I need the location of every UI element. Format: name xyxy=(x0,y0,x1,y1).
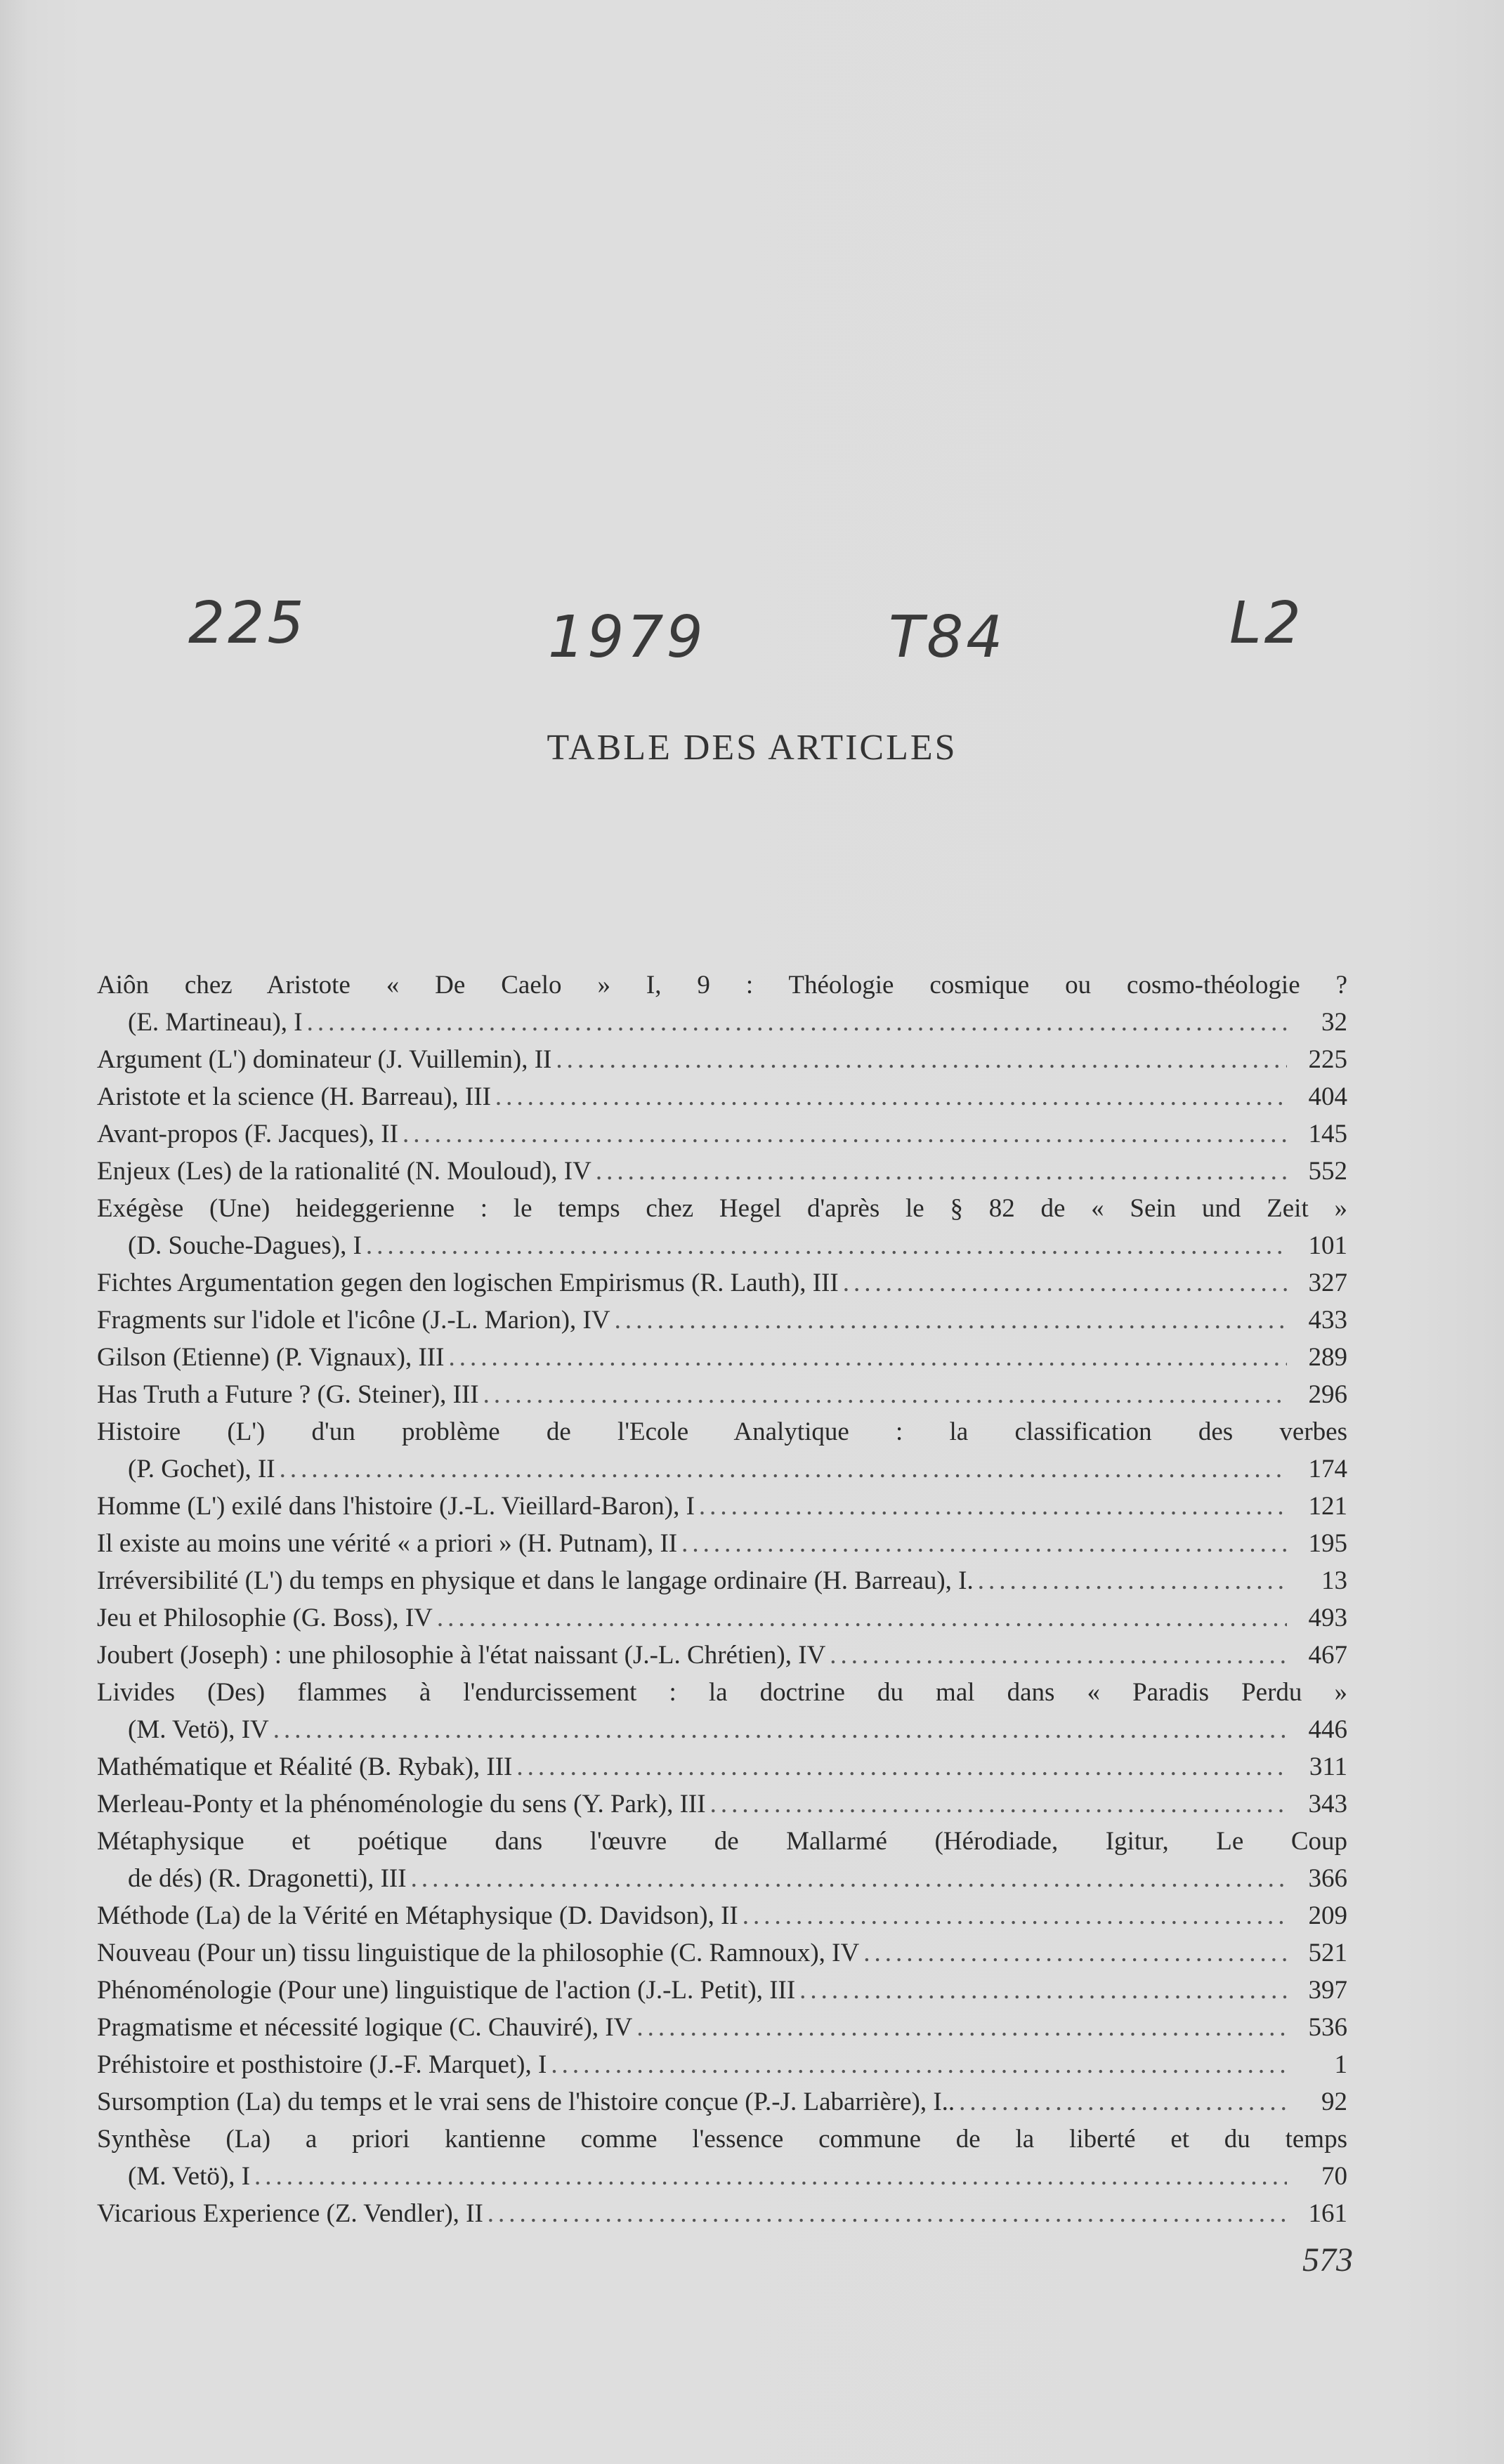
toc-entry-page: 225 xyxy=(1308,1045,1347,1074)
toc-entry-page: 296 xyxy=(1308,1380,1347,1409)
toc-entry-page: 92 xyxy=(1321,2088,1347,2116)
toc-entry-title: Jeu et Philosophie (G. Boss), IV xyxy=(97,1604,433,1632)
toc-entry-title-cont: de dés) (R. Dragonetti), III xyxy=(128,1864,407,1893)
leader-dots xyxy=(280,1450,1287,1488)
toc-entry-page: 174 xyxy=(1308,1455,1347,1483)
toc-entry-title: Enjeux (Les) de la rationalité (N. Mouloud), IV xyxy=(97,1157,591,1186)
toc-entry-page: 101 xyxy=(1308,1231,1347,1260)
toc-entry xyxy=(97,1302,1347,1339)
leader-dots xyxy=(273,1711,1287,1748)
leader-dots xyxy=(448,1339,1287,1376)
toc-entry-title: Phénoménologie (Pour une) linguistique de l'action (J.-L. Petit), III xyxy=(97,1976,796,2005)
leader-dots xyxy=(403,1115,1287,1153)
toc-entry xyxy=(97,1897,1347,1934)
leader-dots xyxy=(959,2083,1287,2121)
leader-dots xyxy=(495,1078,1287,1115)
toc-entry-page: 145 xyxy=(1308,1120,1347,1148)
leader-dots xyxy=(699,1488,1287,1525)
toc-entry-title: Mathématique et Réalité (B. Rybak), III xyxy=(97,1752,513,1781)
toc-entry-title: Gilson (Etienne) (P. Vignaux), III xyxy=(97,1343,445,1372)
toc-entry xyxy=(97,1562,1347,1599)
toc-entry-title: Fichtes Argumentation gegen den logischen Empirismus (R. Lauth), III xyxy=(97,1269,839,1297)
toc-entry-page: 1 xyxy=(1334,2050,1347,2079)
toc-entry-page: 404 xyxy=(1308,1082,1347,1111)
toc-entry xyxy=(97,1115,1347,1153)
toc-entry-title-cont: (M. Vetö), IV xyxy=(128,1715,269,1744)
toc-entry-title: Pragmatisme et nécessité logique (C. Chauviré), IV xyxy=(97,2013,633,2042)
toc-entry-page: 327 xyxy=(1308,1269,1347,1297)
toc-entry xyxy=(97,1674,1347,1748)
toc-entry xyxy=(97,1785,1347,1823)
toc-entry-title: Métaphysique et poétique dans l'œuvre de Mallarmé (Hérodiade, Igitur, Le Coup xyxy=(97,1827,1347,1856)
toc-entry-title: Nouveau (Pour un) tissu linguistique de la philosophie (C. Ramnoux), IV xyxy=(97,1939,860,1967)
toc-entry-title: Avant-propos (F. Jacques), II xyxy=(97,1120,398,1148)
toc-entry-title-cont: (M. Vetö), I xyxy=(128,2162,251,2191)
toc-entry-title: Argument (L') dominateur (J. Vuillemin), II xyxy=(97,1045,552,1074)
leader-dots xyxy=(710,1785,1287,1823)
toc-entry-title-cont: (P. Gochet), II xyxy=(128,1455,275,1483)
toc-entry xyxy=(97,1488,1347,1525)
leader-dots xyxy=(799,1972,1287,2009)
toc-entry xyxy=(97,1748,1347,1785)
toc-entry-title: Livides (Des) flammes à l'endurcissement : la doctrine du mal dans « Paradis Perdu » xyxy=(97,1678,1347,1707)
toc-entry xyxy=(97,1599,1347,1637)
leader-dots xyxy=(596,1153,1287,1190)
toc-entry xyxy=(97,1637,1347,1674)
toc-entry xyxy=(97,1153,1347,1190)
toc-entry-page: 32 xyxy=(1321,1008,1347,1037)
toc-entry-title: Has Truth a Future ? (G. Steiner), III xyxy=(97,1380,479,1409)
toc-entry-title-cont: (E. Martineau), I xyxy=(128,1008,303,1037)
toc-entry xyxy=(97,2009,1347,2046)
leader-dots xyxy=(483,1376,1287,1413)
toc-entry-page: 70 xyxy=(1321,2162,1347,2191)
leader-dots xyxy=(488,2195,1287,2232)
handwritten-note-3: T84 xyxy=(889,604,1006,671)
toc-entry-page: 161 xyxy=(1308,2199,1347,2228)
toc-entry-page: 289 xyxy=(1308,1343,1347,1372)
leader-dots xyxy=(863,1934,1287,1972)
leader-dots xyxy=(636,2009,1287,2046)
toc-entry-title: Sursomption (La) du temps et le vrai sens de l'histoire conçue (P.-J. Labarrière), I.. xyxy=(97,2088,955,2116)
handwritten-note-1: 225 xyxy=(188,590,307,657)
page-title: TABLE DES ARTICLES xyxy=(547,728,957,768)
toc-entry-title: Aristote et la science (H. Barreau), III xyxy=(97,1082,491,1111)
toc-entry-page: 467 xyxy=(1308,1641,1347,1670)
toc-entry-title: Fragments sur l'idole et l'icône (J.-L. Marion), IV xyxy=(97,1306,610,1335)
leader-dots xyxy=(830,1637,1287,1674)
leader-dots xyxy=(615,1302,1287,1339)
toc-entry xyxy=(97,1934,1347,1972)
toc-entry-title: Histoire (L') d'un problème de l'Ecole Analytique : la classification des verbes xyxy=(97,1417,1347,1446)
page-number: 573 xyxy=(1302,2241,1353,2279)
toc-entry-page: 366 xyxy=(1308,1864,1347,1893)
toc-entry-title: Exégèse (Une) heideggerienne : le temps chez Hegel d'après le § 82 de « Sein und Zeit » xyxy=(97,1194,1347,1223)
table-of-contents xyxy=(97,966,1347,2232)
leader-dots xyxy=(366,1227,1287,1264)
toc-entry-title: Merleau-Ponty et la phénoménologie du sens (Y. Park), III xyxy=(97,1790,706,1818)
toc-entry xyxy=(97,1264,1347,1302)
toc-entry xyxy=(97,966,1347,1041)
leader-dots xyxy=(516,1748,1287,1785)
toc-entry xyxy=(97,1376,1347,1413)
toc-entry-title: Méthode (La) de la Vérité en Métaphysique (D. Davidson), II xyxy=(97,1901,738,1930)
toc-entry xyxy=(97,1413,1347,1488)
toc-entry-page: 433 xyxy=(1308,1306,1347,1335)
toc-entry xyxy=(97,1823,1347,1897)
toc-entry xyxy=(97,2195,1347,2232)
handwritten-note-2: 1979 xyxy=(548,604,706,671)
toc-entry xyxy=(97,2083,1347,2121)
leader-dots xyxy=(556,1041,1287,1078)
toc-entry xyxy=(97,1525,1347,1562)
toc-entry-page: 209 xyxy=(1308,1901,1347,1930)
toc-entry-page: 493 xyxy=(1308,1604,1347,1632)
leader-dots xyxy=(843,1264,1287,1302)
toc-entry-page: 521 xyxy=(1308,1939,1347,1967)
toc-entry-page: 121 xyxy=(1308,1492,1347,1521)
leader-dots xyxy=(437,1599,1287,1637)
leader-dots xyxy=(411,1860,1287,1897)
toc-entry xyxy=(97,2046,1347,2083)
toc-entry xyxy=(97,1041,1347,1078)
toc-entry-title-cont: (D. Souche-Dagues), I xyxy=(128,1231,362,1260)
toc-entry-page: 397 xyxy=(1308,1976,1347,2005)
toc-entry xyxy=(97,1972,1347,2009)
toc-entry-page: 343 xyxy=(1308,1790,1347,1818)
toc-entry-page: 311 xyxy=(1309,1752,1347,1781)
toc-entry-title: Synthèse (La) a priori kantienne comme l'essence commune de la liberté et du temps xyxy=(97,2125,1347,2154)
leader-dots xyxy=(978,1562,1287,1599)
toc-entry xyxy=(97,2121,1347,2195)
leader-dots xyxy=(551,2046,1287,2083)
leader-dots xyxy=(254,2158,1287,2195)
toc-entry-title: Il existe au moins une vérité « a priori » (H. Putnam), II xyxy=(97,1529,678,1558)
toc-entry-title: Préhistoire et posthistoire (J.-F. Marquet), I xyxy=(97,2050,547,2079)
handwritten-annotations xyxy=(0,590,1504,688)
toc-entry xyxy=(97,1190,1347,1264)
toc-entry xyxy=(97,1078,1347,1115)
toc-entry xyxy=(97,1339,1347,1376)
toc-entry-title: Vicarious Experience (Z. Vendler), II xyxy=(97,2199,483,2228)
handwritten-note-4: L2 xyxy=(1229,590,1304,657)
toc-entry-page: 446 xyxy=(1308,1715,1347,1744)
leader-dots xyxy=(307,1004,1287,1041)
leader-dots xyxy=(681,1525,1287,1562)
toc-entry-title: Homme (L') exilé dans l'histoire (J.-L. Vieillard-Baron), I xyxy=(97,1492,695,1521)
toc-entry-title: Irréversibilité (L') du temps en physique et dans le langage ordinaire (H. Barreau), I. xyxy=(97,1566,974,1595)
toc-entry-title: Joubert (Joseph) : une philosophie à l'état naissant (J.-L. Chrétien), IV xyxy=(97,1641,826,1670)
toc-entry-title: Aiôn chez Aristote « De Caelo » I, 9 : Théologie cosmique ou cosmo-théologie ? xyxy=(97,971,1347,1000)
toc-entry-page: 195 xyxy=(1308,1529,1347,1558)
toc-entry-page: 13 xyxy=(1321,1566,1347,1595)
leader-dots xyxy=(743,1897,1287,1934)
toc-entry-page: 536 xyxy=(1308,2013,1347,2042)
toc-entry-page: 552 xyxy=(1308,1157,1347,1186)
